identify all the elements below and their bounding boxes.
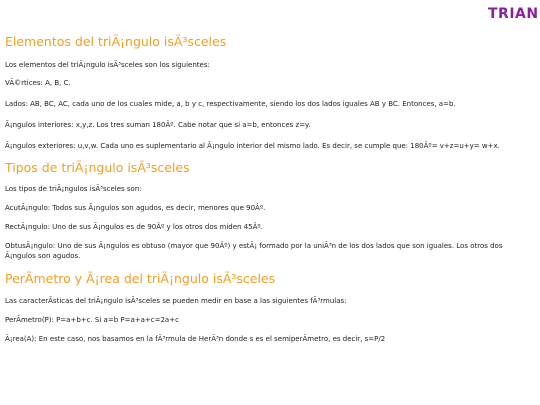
paragraph-caracteristicas: Las caracterÃsticas del triÃ¡ngulo isÃ³sceles se pueden medir en base a las siguientes fÃ³rmulas:: [5, 297, 347, 305]
paragraph-obtusangulo: ObtusÃ¡ngulo: Uno de sus Ã¡ngulos es obtuso (mayor que 90Âº) y estÃ¡ formado por la uniÃ³n de los dos lados que son iguales. Los otros dos Ã¡ngulos son agudos.: [5, 242, 503, 260]
heading-perimetro-area: PerÃmetro y Ã¡rea del triÃ¡ngulo isÃ³sceles: [5, 271, 276, 286]
paragraph-vertices: VÃ©rtices: A, B, C.: [5, 79, 71, 87]
paragraph-acutangulo: AcutÃ¡ngulo: Todos sus Ã¡ngulos son agudos, es decir, menores que 90Âº.: [5, 204, 266, 212]
paragraph-lados: Lados: AB, BC, AC, cada uno de los cuales mide, a, b y c, respectivamente, siendo los dos lados iguales AB y BC. Entonces, a=b.: [5, 100, 456, 108]
heading-elementos: Elementos del triÃ¡ngulo isÃ³sceles: [5, 34, 227, 49]
heading-tipos: Tipos de triÃ¡ngulo isÃ³sceles: [5, 160, 190, 175]
paragraph-perimetro: PerÃmetro(P): P=a+b+c. Si a=b P=a+a+c=2a+c: [5, 316, 179, 324]
paragraph-angulos-interiores: Ã¡ngulos interiores: x,y,z. Los tres suman 180Âº. Cabe notar que si a=b, entonces z=y.: [5, 121, 311, 129]
paragraph-elementos-intro: Los elementos del triÃ¡ngulo isÃ³sceles son los siguientes:: [5, 61, 210, 69]
site-banner-title: TRIAN: [488, 6, 539, 22]
paragraph-tipos-intro: Los tipos de triÃ¡ngulos isÃ³sceles son:: [5, 185, 142, 193]
paragraph-rectangulo: RectÃ¡ngulo: Uno de sus Ã¡ngulos es de 90Âº y los otros dos miden 45Âº.: [5, 223, 263, 231]
paragraph-angulos-exteriores: Ã¡ngulos exteriores: u,v,w. Cada uno es suplementario al Ã¡ngulo interior del mismo lado. Es decir, se cumple que: 180Âº= v+z=u+y= w+x.: [5, 142, 500, 150]
paragraph-area: Ã¡rea(A): En este caso, nos basamos en la fÃ³rmula de HerÃ³n donde s es el semiperÃmetro, es decir, s=P/2: [5, 335, 386, 343]
article-content: [5, 30, 535, 344]
